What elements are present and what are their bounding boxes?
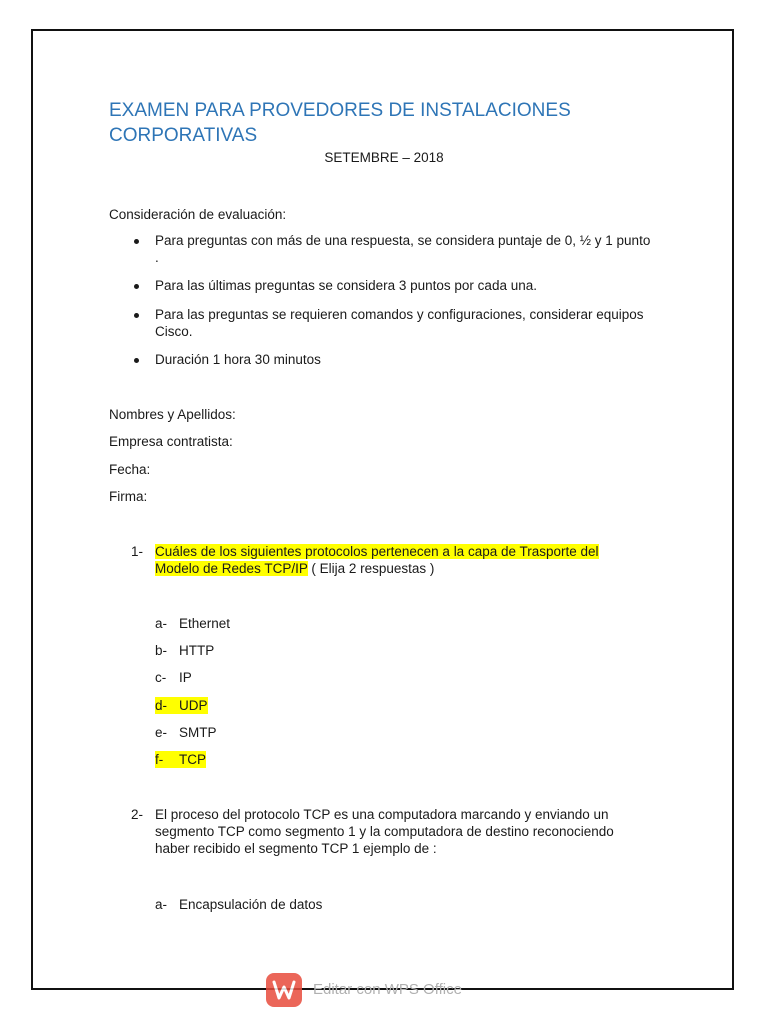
question-number: 1- xyxy=(131,544,144,559)
question-instruction: ( Elija 2 respuestas ) xyxy=(307,561,435,576)
wps-logo-icon[interactable] xyxy=(266,973,302,1007)
option-text: HTTP xyxy=(179,643,215,658)
evaluation-heading: Consideración de evaluación: xyxy=(109,207,287,222)
option-letter-highlighted: f- xyxy=(155,751,179,768)
option-text-highlighted: UDP xyxy=(179,698,208,713)
question-number: 2- xyxy=(131,807,144,822)
evaluation-bullet: Para las últimas preguntas se considera 3 puntos por cada una. xyxy=(155,278,537,293)
option-letter: e- xyxy=(155,725,168,740)
field-names-label: Nombres y Apellidos: xyxy=(109,407,236,422)
option-text: SMTP xyxy=(179,725,217,740)
field-company-label: Empresa contratista: xyxy=(109,434,233,449)
field-date-label: Fecha: xyxy=(109,462,151,477)
option-text: IP xyxy=(179,670,192,685)
option-letter: a- xyxy=(155,897,168,912)
document-title: EXAMEN PARA PROVEDORES DE INSTALACIONES CORPORATIVAS xyxy=(109,100,571,146)
field-signature-label: Firma: xyxy=(109,489,148,504)
option-letter-highlighted: d- xyxy=(155,697,179,714)
option-letter: c- xyxy=(155,670,167,685)
option-text-highlighted: TCP xyxy=(179,752,206,767)
option-text: Encapsulación de datos xyxy=(179,897,323,912)
document-date: SETEMBRE – 2018 xyxy=(324,150,444,165)
question-2-text: El proceso del protocolo TCP es una computadora marcando y enviando un segmento TCP como segmento 1 y la computadora de destino reconociendo haber recibido el segmento TCP 1 ejemplo de : xyxy=(155,807,614,856)
question-highlighted-text: Cuáles de los siguientes protocolos pertenecen a la capa de Trasporte del Modelo de Redes TCP/IP xyxy=(155,544,599,576)
bullet-icon xyxy=(134,358,139,363)
bullet-icon xyxy=(134,239,139,244)
evaluation-bullet: Para preguntas con más de una respuesta, se considera puntaje de 0, ½ y 1 punto . xyxy=(155,233,651,265)
bullet-icon xyxy=(134,284,139,289)
question-1-text xyxy=(155,543,635,577)
evaluation-bullet: Para las preguntas se requieren comandos y configuraciones, considerar equipos Cisco. xyxy=(155,307,644,339)
bullet-icon xyxy=(134,313,139,318)
option-text: Ethernet xyxy=(179,616,231,631)
option-letter: b- xyxy=(155,643,168,658)
wps-watermark-link[interactable]: Editar con WPS Office xyxy=(313,981,462,998)
evaluation-bullet: Duración 1 hora 30 minutos xyxy=(155,352,321,367)
option-letter: a- xyxy=(155,616,168,631)
